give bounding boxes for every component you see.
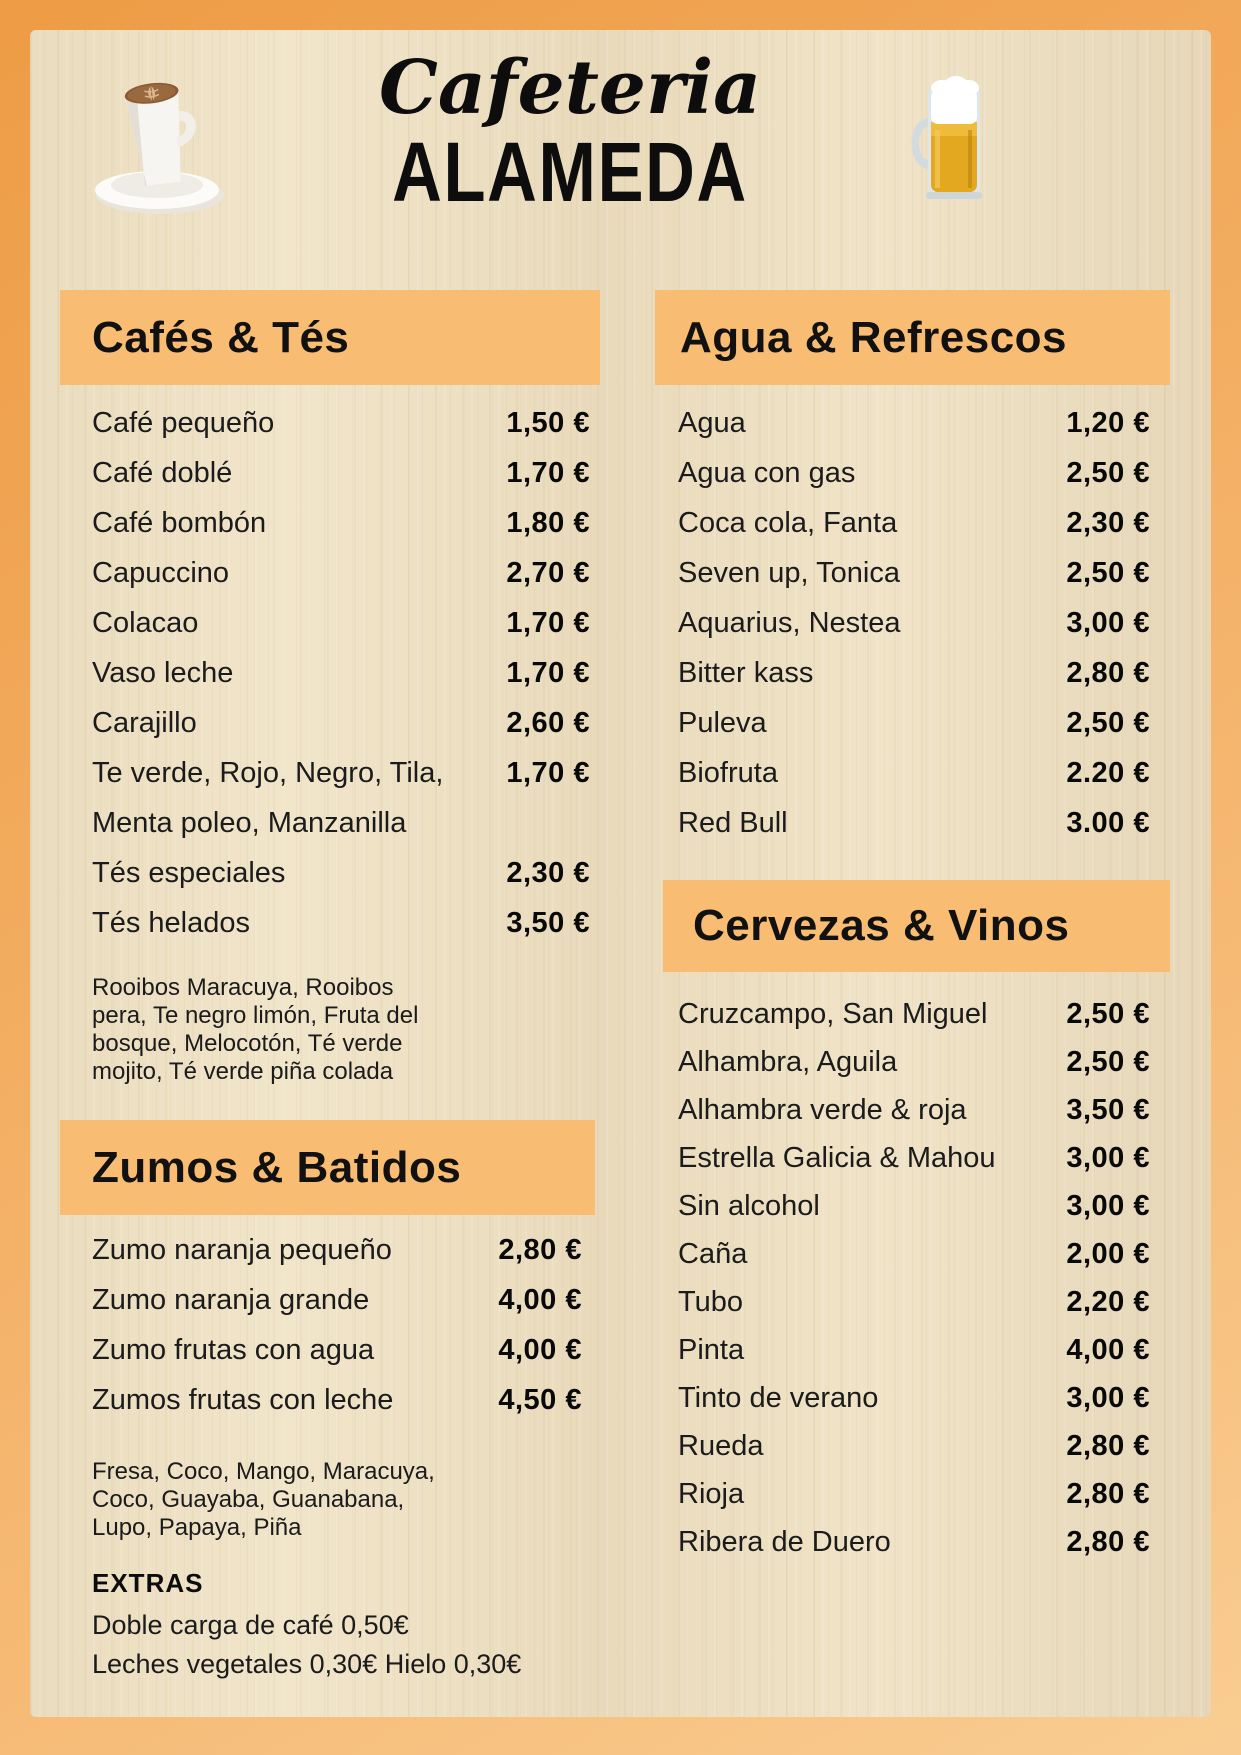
item-price: 1,70 €	[506, 606, 590, 639]
item-name: Zumo naranja pequeño	[92, 1233, 392, 1266]
item-price: 2,00 €	[1066, 1237, 1150, 1270]
item-name: Bitter kass	[678, 656, 814, 689]
item-name: Coca cola, Fanta	[678, 506, 898, 539]
item-price: 4,00 €	[1066, 1333, 1150, 1366]
menu-item-row	[92, 898, 590, 948]
menu-item-row	[678, 798, 1150, 848]
item-price: 2,50 €	[1066, 706, 1150, 739]
item-price: 1,80 €	[506, 506, 590, 539]
extras-line: Doble carga de café 0,50€	[92, 1610, 409, 1640]
menu-item-row	[92, 548, 590, 598]
item-name: Café bombón	[92, 506, 267, 539]
menu-item-row	[92, 648, 590, 698]
menu-item-row	[678, 1230, 1150, 1278]
menu-item-row	[678, 1326, 1150, 1374]
item-price: 3.00 €	[1066, 806, 1150, 839]
menu-item-row	[92, 598, 590, 648]
menu-item-row	[92, 698, 590, 748]
item-name: Agua con gas	[678, 456, 856, 489]
menu-item-row	[678, 1134, 1150, 1182]
item-price: 1,50 €	[506, 406, 590, 439]
menu-item-row	[678, 398, 1150, 448]
alameda-main-title: ALAMEDA	[392, 125, 748, 219]
item-price: 3,00 €	[1066, 1381, 1150, 1414]
menu-item-row	[678, 748, 1150, 798]
item-price: 2,80 €	[498, 1233, 582, 1266]
item-price: 2,50 €	[1066, 556, 1150, 589]
item-name: Biofruta	[678, 756, 778, 789]
item-name: Café pequeño	[92, 406, 275, 439]
menu-items-agua	[678, 398, 1150, 848]
menu-item-row	[678, 990, 1150, 1038]
item-name: Alhambra verde & roja	[678, 1093, 967, 1126]
item-price: 2,70 €	[506, 556, 590, 589]
item-price: 2,30 €	[1066, 506, 1150, 539]
item-name: Menta poleo, Manzanilla	[92, 806, 407, 839]
extras-lines	[92, 1606, 521, 1684]
item-name: Sin alcohol	[678, 1189, 820, 1222]
item-name: Agua	[678, 406, 746, 439]
section-note-zumos: Fresa, Coco, Mango, Maracuya, Coco, Guayaba, Guanabana, Lupo, Papaya, Piña	[92, 1458, 435, 1541]
extras-line: Leches vegetales 0,30€ Hielo 0,30€	[92, 1649, 522, 1679]
item-price: 1,20 €	[1066, 406, 1150, 439]
menu-item-row	[92, 1606, 521, 1645]
item-price: 2,80 €	[1066, 656, 1150, 689]
item-price: 2.20 €	[1066, 756, 1150, 789]
item-price: 3,50 €	[1066, 1093, 1150, 1126]
section-title: Agua & Refrescos	[680, 312, 1068, 362]
menu-item-row	[92, 1275, 582, 1325]
menu-panel	[30, 30, 1211, 1717]
section-banner-cervezas	[663, 880, 1170, 972]
item-name: Caña	[678, 1237, 748, 1270]
menu-item-row	[678, 698, 1150, 748]
item-name: Rueda	[678, 1429, 764, 1462]
item-price: 4,00 €	[498, 1333, 582, 1366]
item-name: Tubo	[678, 1285, 744, 1318]
menu-item-row	[678, 1470, 1150, 1518]
section-banner-zumos	[60, 1120, 595, 1215]
item-name: Red Bull	[678, 806, 788, 839]
item-price: 2,50 €	[1066, 1045, 1150, 1078]
item-name: Zumos frutas con leche	[92, 1383, 394, 1416]
item-price: 3,00 €	[1066, 1141, 1150, 1174]
menu-item-row	[92, 848, 590, 898]
item-name: Aquarius, Nestea	[678, 606, 901, 639]
menu-items-cervezas	[678, 990, 1150, 1566]
item-name: Capuccino	[92, 556, 230, 589]
section-banner-agua	[655, 290, 1170, 385]
extras-title: EXTRAS	[92, 1568, 204, 1598]
item-name: Tés helados	[92, 906, 250, 939]
item-name: Alhambra, Aguila	[678, 1045, 898, 1078]
cafeteria-script-title: Cafeteria	[378, 45, 762, 131]
menu-item-row	[92, 1325, 582, 1375]
item-price: 2,20 €	[1066, 1285, 1150, 1318]
menu-item-row	[92, 398, 590, 448]
menu-item-row	[678, 498, 1150, 548]
item-price: 1,70 €	[506, 456, 590, 489]
section-banner-cafes	[60, 290, 600, 385]
menu-items-cafes	[92, 398, 590, 948]
item-price: 1,70 €	[506, 656, 590, 689]
item-name: Rioja	[678, 1477, 745, 1510]
item-name: Puleva	[678, 706, 767, 739]
item-name: Cruzcampo, San Miguel	[678, 997, 988, 1030]
item-price: 2,80 €	[1066, 1429, 1150, 1462]
section-title: Cervezas & Vinos	[693, 901, 1070, 950]
item-name: Vaso leche	[92, 656, 234, 689]
item-price: 2,80 €	[1066, 1477, 1150, 1510]
item-name: Zumo frutas con agua	[92, 1333, 375, 1366]
item-price: 2,50 €	[1066, 456, 1150, 489]
item-price: 2,60 €	[506, 706, 590, 739]
item-name: Café doblé	[92, 456, 233, 489]
item-name: Tinto de verano	[678, 1381, 879, 1414]
menu-item-row	[92, 498, 590, 548]
menu-item-row	[92, 448, 590, 498]
menu-item-row	[678, 1038, 1150, 1086]
menu-items-zumos	[92, 1225, 582, 1425]
menu-item-row	[678, 1422, 1150, 1470]
menu-item-row	[678, 1086, 1150, 1134]
menu-item-row	[92, 798, 590, 848]
item-name: Estrella Galicia & Mahou	[678, 1141, 996, 1174]
item-price: 3,00 €	[1066, 606, 1150, 639]
item-price: 3,50 €	[506, 906, 590, 939]
item-name: Seven up, Tonica	[678, 556, 900, 589]
item-price: 2,30 €	[506, 856, 590, 889]
menu-item-row	[92, 1375, 582, 1425]
item-name: Zumo naranja grande	[92, 1283, 370, 1316]
menu-item-row	[92, 1225, 582, 1275]
item-price: 1,70 €	[506, 756, 590, 789]
section-title: Zumos & Batidos	[92, 1142, 462, 1192]
menu-item-row	[678, 1374, 1150, 1422]
menu-item-row	[92, 748, 590, 798]
menu-item-row	[678, 1278, 1150, 1326]
section-title: Cafés & Tés	[92, 312, 350, 362]
menu-item-row	[678, 448, 1150, 498]
item-name: Te verde, Rojo, Negro, Tila,	[92, 756, 444, 789]
menu-item-row	[678, 648, 1150, 698]
item-price: 4,50 €	[498, 1383, 582, 1416]
item-price: 3,00 €	[1066, 1189, 1150, 1222]
menu-item-row	[678, 1518, 1150, 1566]
section-note-cafes: Rooibos Maracuya, Rooibos pera, Te negro limón, Fruta del bosque, Melocotón, Té verde mojito, Té verde piña colada	[92, 974, 419, 1085]
item-name: Carajillo	[92, 706, 197, 739]
menu-item-row	[678, 1182, 1150, 1230]
item-name: Colacao	[92, 606, 199, 639]
item-price: 4,00 €	[498, 1283, 582, 1316]
item-name: Pinta	[678, 1333, 745, 1366]
item-name: Tés especiales	[92, 856, 286, 889]
menu-item-row	[678, 598, 1150, 648]
menu-item-row	[92, 1645, 521, 1684]
menu-item-row	[678, 548, 1150, 598]
item-price: 2,80 €	[1066, 1525, 1150, 1558]
item-price: 2,50 €	[1066, 997, 1150, 1030]
item-name: Ribera de Duero	[678, 1525, 891, 1558]
